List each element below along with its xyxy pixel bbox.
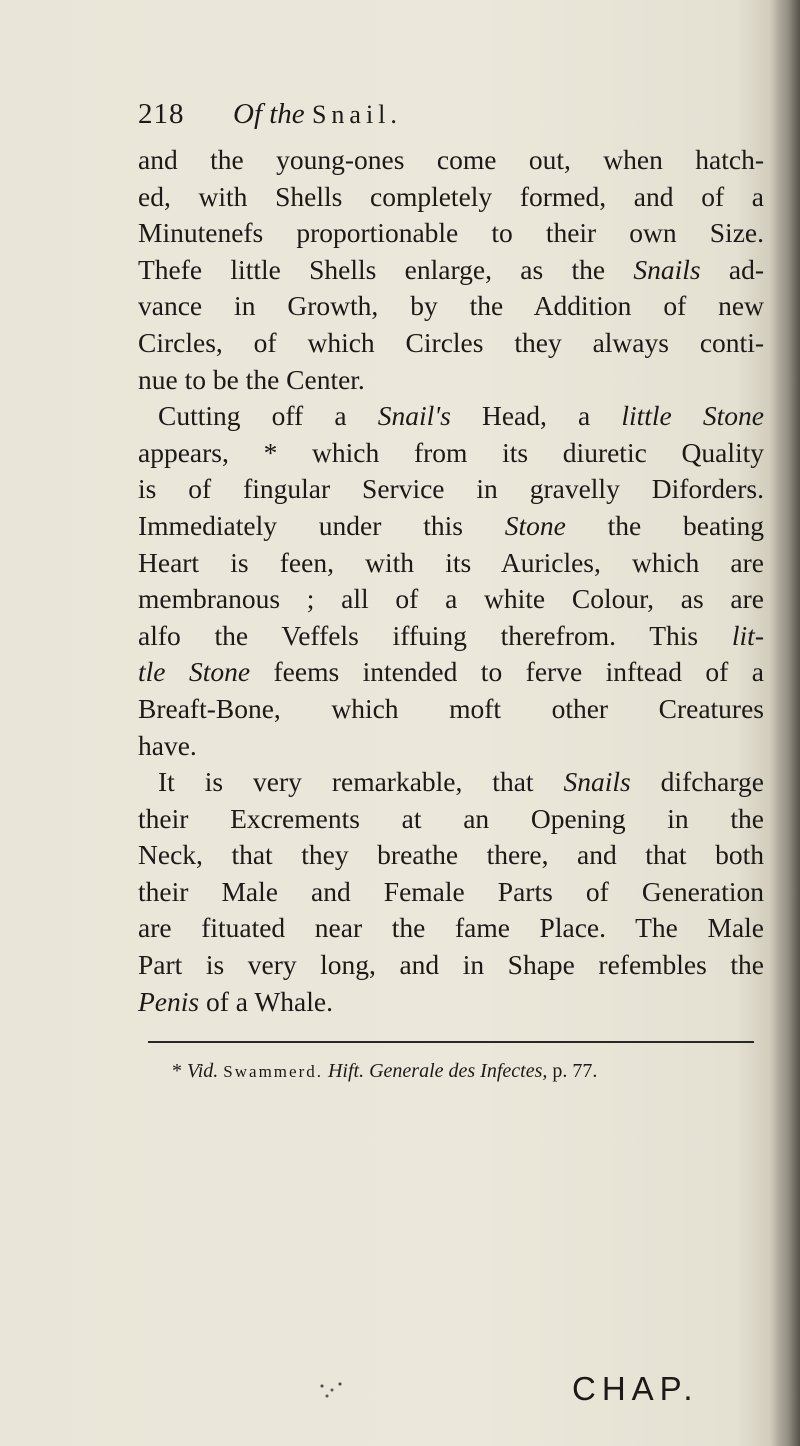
page-header xyxy=(138,98,738,138)
text-line: Immediately under this Stone the beating xyxy=(138,509,764,541)
text-line: Part is very long, and in Shape refembles the xyxy=(138,949,764,981)
text-line: Neck, that they breathe there, and that both xyxy=(138,839,764,871)
text-line: is of fingular Service in gravelly Diforders. xyxy=(138,473,764,505)
footnote xyxy=(172,1060,597,1083)
text-line: tle Stone feems intended to ferve inftead of a xyxy=(138,656,765,688)
running-head-italic: Of the xyxy=(233,98,305,130)
text-line: Circles, of which Circles they always conti- xyxy=(138,326,764,358)
page-number: 218 xyxy=(138,98,185,130)
text-line: their Male and Female Parts of Generation xyxy=(138,875,764,907)
text-line: Minutenefs proportionable to their own Size. xyxy=(138,217,764,249)
catchword: CHAP. xyxy=(572,1370,699,1407)
text-line: Thefe little Shells enlarge, as the Snails ad- xyxy=(138,253,764,285)
text-line: alfo the Veffels iffuing therefrom. This lit- xyxy=(138,619,764,651)
text-line: ed, with Shells completely formed, and of a xyxy=(138,180,764,212)
text-line: nue to be the Center. xyxy=(138,363,365,395)
text-line: Cutting off a Snail's Head, a little Stone xyxy=(158,400,764,432)
text-line: and the young-ones come out, when hatch- xyxy=(138,144,764,175)
text-line: appears, * which from its diuretic Quality xyxy=(138,436,764,468)
running-head-caps: Snail. xyxy=(311,100,402,129)
text-line: their Excrements at an Opening in the xyxy=(138,802,764,834)
ink-specks xyxy=(318,1380,348,1400)
footnote-work: Hift. Generale des Infectes, xyxy=(327,1060,548,1082)
footnote-page: p. 77. xyxy=(552,1060,598,1082)
body-text xyxy=(138,142,764,1020)
text-line: are fituated near the fame Place. The Male xyxy=(138,912,764,944)
text-line: Heart is feen, with its Auricles, which are xyxy=(138,546,764,578)
text-line: It is very remarkable, that Snails difcharge xyxy=(158,766,765,798)
footnote-vid: Vid. xyxy=(187,1060,219,1082)
footnote-author: Swammerd. xyxy=(223,1062,323,1081)
footnote-mark: * xyxy=(172,1060,182,1082)
text-line: membranous ; all of a white Colour, as are xyxy=(138,583,764,615)
running-head xyxy=(233,98,402,131)
footnote-rule xyxy=(148,1041,754,1043)
text-line: have. xyxy=(138,729,197,761)
text-line: Penis of a Whale. xyxy=(138,985,333,1017)
page-edge-shadow xyxy=(770,0,800,1446)
text-line: Breaft-Bone, which moft other Creatures xyxy=(138,692,764,724)
text-line: vance in Growth, by the Addition of new xyxy=(138,290,764,322)
